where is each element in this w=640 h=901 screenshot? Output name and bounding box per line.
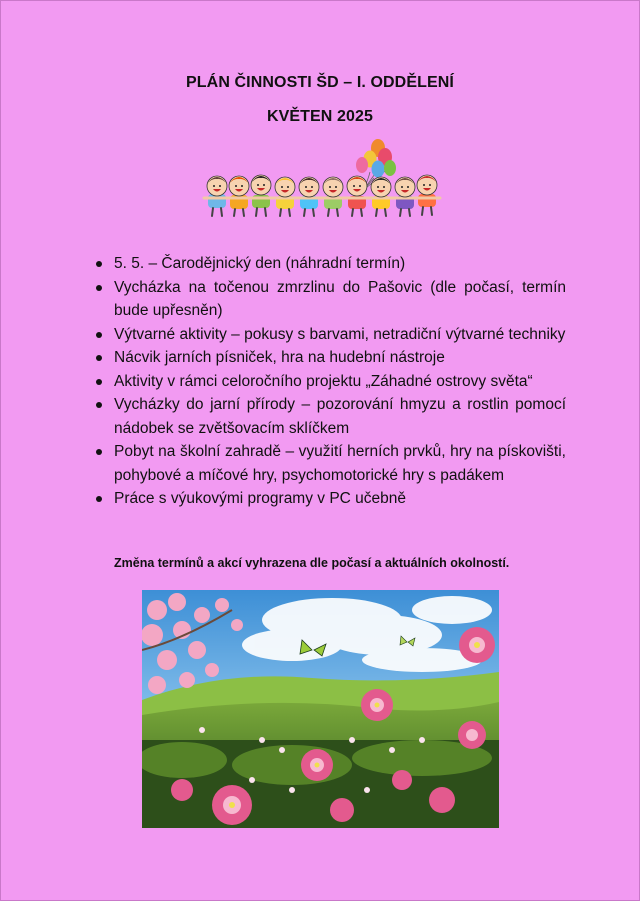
list-item-text: Aktivity v rámci celoročního projektu „Záhadné ostrovy světa“: [114, 372, 533, 390]
list-item-text: Vycházka na točenou zmrzlinu do Pašovic (dle počasí, termín bude upřesněn): [114, 278, 566, 319]
page-subtitle: KVĚTEN 2025: [266, 108, 374, 125]
bullet-icon: [96, 402, 102, 408]
list-item: [96, 323, 566, 347]
spring-meadow-photo: [142, 590, 499, 828]
bullet-icon: [96, 332, 102, 338]
list-item: [96, 440, 566, 487]
kids-balloons-illustration: [200, 138, 442, 220]
bullet-icon: [96, 261, 102, 267]
bullet-icon: [96, 449, 102, 455]
list-item: [96, 370, 566, 394]
list-item: [96, 393, 566, 440]
page-title: PLÁN ČINNOSTI ŠD – I. ODDĚLENÍ: [186, 74, 454, 91]
list-item: [96, 487, 566, 511]
list-item-text: Výtvarné aktivity – pokusy s barvami, netradiční výtvarné techniky: [114, 325, 566, 343]
list-item: [96, 276, 566, 323]
bullet-icon: [96, 285, 102, 291]
bullet-icon: [96, 496, 102, 502]
list-item-text: Práce s výukovými programy v PC učebně: [114, 490, 407, 507]
list-item-text: 5. 5. – Čarodějnický den (náhradní termín): [114, 255, 406, 272]
activity-list: [96, 252, 566, 511]
list-item: [96, 252, 566, 276]
list-item-text: Pobyt na školní zahradě – využití herních prvků, hry na pískovišti, pohybové a míčové hry, psychomotorické hry s padákem: [114, 443, 566, 484]
bullet-icon: [96, 355, 102, 361]
disclaimer-note: Změna termínů a akcí vyhrazena dle počasí a aktuálních okolností.: [114, 556, 510, 570]
list-item-text: Nácvik jarních písniček, hra na hudební nástroje: [114, 349, 445, 366]
list-item-text: Vycházky do jarní přírody – pozorování hmyzu a rostlin pomocí nádobek se zvětšovacím sklíčkem: [114, 396, 566, 437]
list-item: [96, 346, 566, 370]
bullet-icon: [96, 379, 102, 385]
